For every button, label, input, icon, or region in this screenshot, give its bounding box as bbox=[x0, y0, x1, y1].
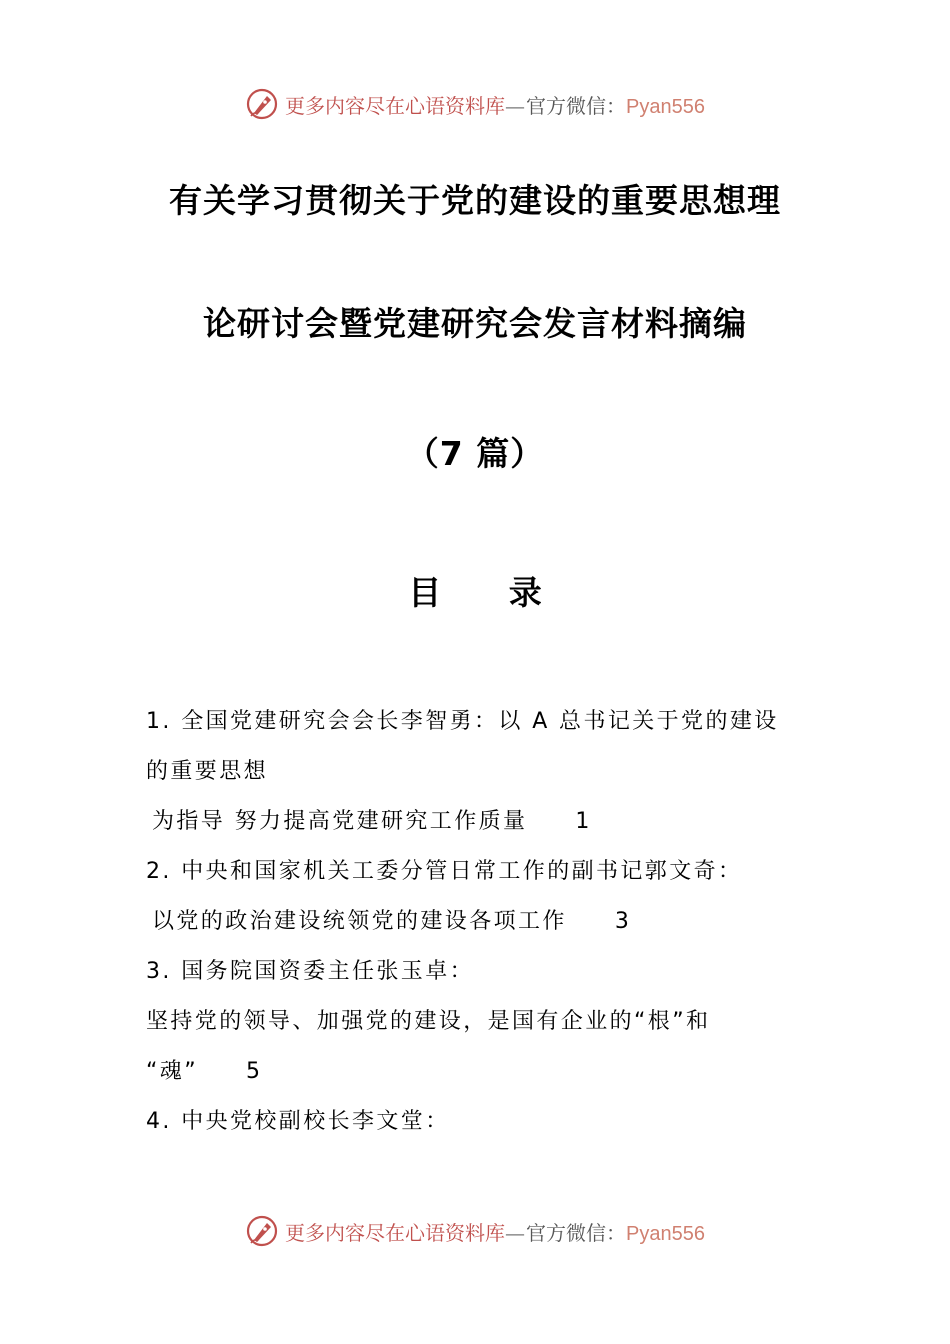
toc-entry-3-line-1 bbox=[146, 947, 816, 997]
table-of-contents bbox=[146, 697, 816, 1147]
header-watermark bbox=[0, 84, 950, 124]
toc-entry-text: 为指导 努力提高党建研究工作质量 bbox=[152, 809, 528, 834]
watermark-site-text: 更多内容尽在心语资料库 bbox=[285, 93, 506, 118]
toc-heading: 目 录 bbox=[408, 573, 570, 612]
document-title-line-2: 论研讨会暨党建研究会发言材料摘编 bbox=[203, 304, 747, 343]
watermark-account: Pyan556 bbox=[626, 1222, 705, 1245]
toc-entry-text: 以党的政治建设统领党的建设各项工作 bbox=[152, 909, 567, 934]
toc-entry-3-line-2: 坚持党的领导、加强党的建设，是国有企业的“根”和 bbox=[146, 1009, 711, 1034]
toc-entry-number: 4. bbox=[146, 1109, 172, 1134]
pen-nib-circle-icon bbox=[245, 87, 279, 121]
toc-entry-text: 中央和国家机关工委分管日常工作的副书记郭文奇： bbox=[181, 859, 743, 884]
toc-page-number: 1 bbox=[575, 809, 592, 834]
toc-entry-1-line-3 bbox=[146, 797, 816, 847]
toc-entry-1-line-2: 的重要思想 bbox=[146, 759, 269, 784]
toc-entry-text: 中央党校副校长李文堂： bbox=[181, 1109, 450, 1134]
watermark-official-text: 官方微信： bbox=[526, 93, 627, 118]
toc-entry-number: 3. bbox=[146, 959, 172, 984]
watermark-dash: — bbox=[505, 93, 527, 118]
toc-entry-4-line-1 bbox=[146, 1097, 816, 1147]
watermark-dash: — bbox=[505, 1220, 527, 1245]
pen-nib-circle-icon bbox=[245, 1214, 279, 1248]
watermark-text bbox=[285, 1217, 705, 1246]
toc-entry-number: 2. bbox=[146, 859, 172, 884]
toc-entry-text: “魂” bbox=[146, 1059, 198, 1084]
toc-entry-2-line-1 bbox=[146, 847, 816, 897]
watermark-official-text: 官方微信： bbox=[526, 1220, 627, 1245]
document-title-count: （7 篇） bbox=[405, 434, 545, 473]
toc-entry-text: 国务院国资委主任张玉卓： bbox=[181, 959, 475, 984]
document-title-line-1: 有关学习贯彻关于党的建设的重要思想理 bbox=[169, 181, 781, 220]
footer-watermark bbox=[0, 1211, 950, 1251]
toc-entry-3-line-3 bbox=[146, 1047, 816, 1097]
watermark-site-text: 更多内容尽在心语资料库 bbox=[285, 1220, 506, 1245]
toc-page-number: 3 bbox=[614, 909, 632, 934]
toc-entry-text: 全国党建研究会会长李智勇：以 A 总书记关于党的建设 bbox=[181, 709, 779, 734]
watermark-account: Pyan556 bbox=[626, 95, 705, 118]
watermark-text bbox=[285, 90, 705, 119]
toc-entry-2-line-2 bbox=[146, 897, 816, 947]
toc-entry-number: 1. bbox=[146, 709, 172, 734]
toc-page-number: 5 bbox=[246, 1059, 263, 1084]
toc-entry-1-line-1 bbox=[146, 697, 816, 747]
